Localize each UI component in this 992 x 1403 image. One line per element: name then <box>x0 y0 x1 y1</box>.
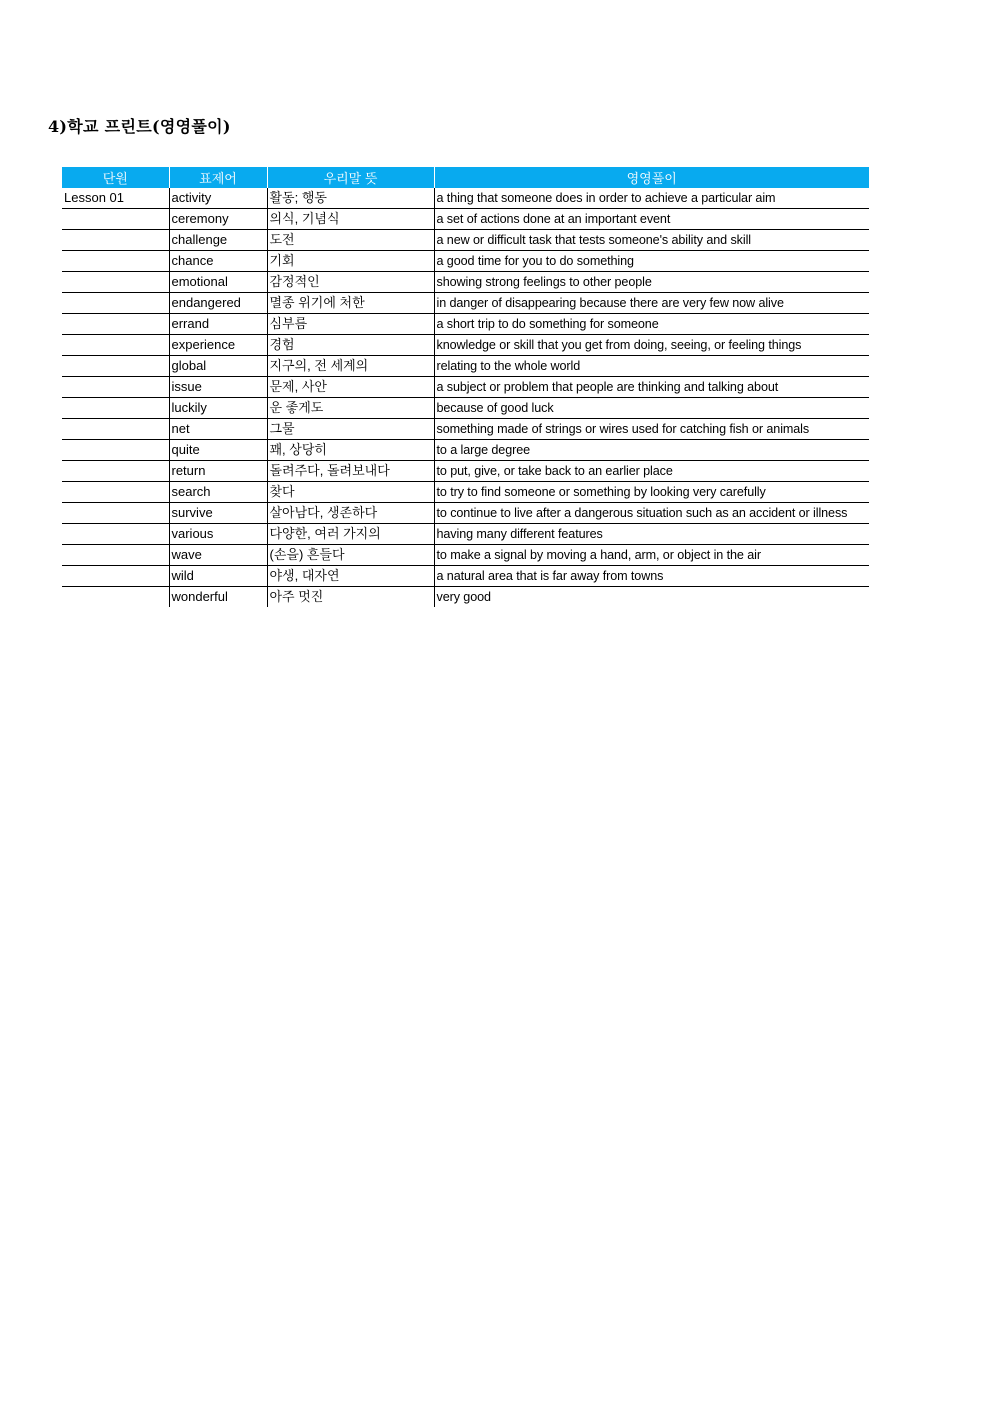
cell-english-definition: a natural area that is far away from towns <box>434 566 869 587</box>
vocabulary-table <box>62 167 869 607</box>
cell-korean-meaning: 살아남다, 생존하다 <box>267 503 434 524</box>
cell-english-definition: to try to find someone or something by looking very carefully <box>434 482 869 503</box>
table-row <box>62 398 869 419</box>
cell-unit <box>62 230 169 251</box>
cell-unit <box>62 314 169 335</box>
cell-korean-meaning: 멸종 위기에 처한 <box>267 293 434 314</box>
cell-english-definition: a good time for you to do something <box>434 251 869 272</box>
cell-headword: experience <box>169 335 267 356</box>
cell-unit <box>62 482 169 503</box>
cell-english-definition: to continue to live after a dangerous situation such as an accident or illness <box>434 503 869 524</box>
column-header-korean-meaning: 우리말 뜻 <box>267 167 434 188</box>
cell-english-definition: a short trip to do something for someone <box>434 314 869 335</box>
cell-headword: various <box>169 524 267 545</box>
cell-headword: quite <box>169 440 267 461</box>
cell-korean-meaning: 경험 <box>267 335 434 356</box>
cell-headword: wave <box>169 545 267 566</box>
table-row <box>62 356 869 377</box>
cell-english-definition: to a large degree <box>434 440 869 461</box>
cell-english-definition: relating to the whole world <box>434 356 869 377</box>
cell-headword: survive <box>169 503 267 524</box>
cell-unit <box>62 461 169 482</box>
cell-english-definition: having many different features <box>434 524 869 545</box>
cell-english-definition: showing strong feelings to other people <box>434 272 869 293</box>
cell-korean-meaning: 심부름 <box>267 314 434 335</box>
cell-headword: endangered <box>169 293 267 314</box>
cell-headword: net <box>169 419 267 440</box>
table-row <box>62 314 869 335</box>
cell-korean-meaning: 그물 <box>267 419 434 440</box>
table-row <box>62 419 869 440</box>
cell-unit <box>62 566 169 587</box>
cell-english-definition: a new or difficult task that tests someone's ability and skill <box>434 230 869 251</box>
cell-korean-meaning: 활동; 행동 <box>267 188 434 209</box>
table-row <box>62 524 869 545</box>
cell-english-definition: something made of strings or wires used for catching fish or animals <box>434 419 869 440</box>
cell-unit <box>62 419 169 440</box>
table-row <box>62 230 869 251</box>
column-header-headword: 표제어 <box>169 167 267 188</box>
table-row <box>62 545 869 566</box>
cell-unit: Lesson 01 <box>62 188 169 209</box>
cell-korean-meaning: 야생, 대자연 <box>267 566 434 587</box>
table-row <box>62 566 869 587</box>
cell-korean-meaning: 감정적인 <box>267 272 434 293</box>
cell-headword: search <box>169 482 267 503</box>
cell-korean-meaning: 운 좋게도 <box>267 398 434 419</box>
cell-headword: wonderful <box>169 587 267 608</box>
table-row <box>62 335 869 356</box>
cell-unit <box>62 503 169 524</box>
cell-english-definition: to make a signal by moving a hand, arm, or object in the air <box>434 545 869 566</box>
column-header-unit: 단원 <box>62 167 169 188</box>
table-row <box>62 188 869 209</box>
cell-korean-meaning: 문제, 사안 <box>267 377 434 398</box>
cell-headword: wild <box>169 566 267 587</box>
cell-headword: ceremony <box>169 209 267 230</box>
table-row <box>62 209 869 230</box>
cell-korean-meaning: 다양한, 여러 가지의 <box>267 524 434 545</box>
cell-korean-meaning: 꽤, 상당히 <box>267 440 434 461</box>
cell-headword: return <box>169 461 267 482</box>
cell-unit <box>62 272 169 293</box>
cell-headword: issue <box>169 377 267 398</box>
table-row <box>62 377 869 398</box>
table-row <box>62 503 869 524</box>
table-header-row <box>62 167 869 188</box>
cell-headword: chance <box>169 251 267 272</box>
cell-headword: global <box>169 356 267 377</box>
cell-english-definition: in danger of disappearing because there are very few now alive <box>434 293 869 314</box>
cell-english-definition: knowledge or skill that you get from doing, seeing, or feeling things <box>434 335 869 356</box>
column-header-english-definition: 영영풀이 <box>434 167 869 188</box>
cell-english-definition: a thing that someone does in order to achieve a particular aim <box>434 188 869 209</box>
table-row <box>62 293 869 314</box>
cell-unit <box>62 398 169 419</box>
table-row <box>62 440 869 461</box>
cell-headword: emotional <box>169 272 267 293</box>
cell-headword: challenge <box>169 230 267 251</box>
cell-korean-meaning: 아주 멋진 <box>267 587 434 608</box>
cell-english-definition: a set of actions done at an important event <box>434 209 869 230</box>
cell-korean-meaning: 의식, 기념식 <box>267 209 434 230</box>
cell-english-definition: to put, give, or take back to an earlier place <box>434 461 869 482</box>
cell-korean-meaning: 도전 <box>267 230 434 251</box>
cell-korean-meaning: 기회 <box>267 251 434 272</box>
table-row <box>62 482 869 503</box>
cell-korean-meaning: 돌려주다, 돌려보내다 <box>267 461 434 482</box>
cell-unit <box>62 209 169 230</box>
cell-unit <box>62 251 169 272</box>
cell-unit <box>62 335 169 356</box>
cell-unit <box>62 545 169 566</box>
table-row <box>62 461 869 482</box>
cell-korean-meaning: (손을) 흔들다 <box>267 545 434 566</box>
cell-korean-meaning: 찾다 <box>267 482 434 503</box>
table-row <box>62 251 869 272</box>
cell-english-definition: a subject or problem that people are thinking and talking about <box>434 377 869 398</box>
cell-unit <box>62 440 169 461</box>
cell-unit <box>62 524 169 545</box>
page-title: 4)학교 프린트(영영풀이) <box>48 117 231 136</box>
cell-headword: luckily <box>169 398 267 419</box>
cell-english-definition: because of good luck <box>434 398 869 419</box>
table-row <box>62 587 869 608</box>
cell-english-definition: very good <box>434 587 869 608</box>
cell-headword: activity <box>169 188 267 209</box>
cell-unit <box>62 377 169 398</box>
cell-unit <box>62 293 169 314</box>
cell-headword: errand <box>169 314 267 335</box>
cell-unit <box>62 356 169 377</box>
table-row <box>62 272 869 293</box>
cell-korean-meaning: 지구의, 전 세계의 <box>267 356 434 377</box>
cell-unit <box>62 587 169 608</box>
